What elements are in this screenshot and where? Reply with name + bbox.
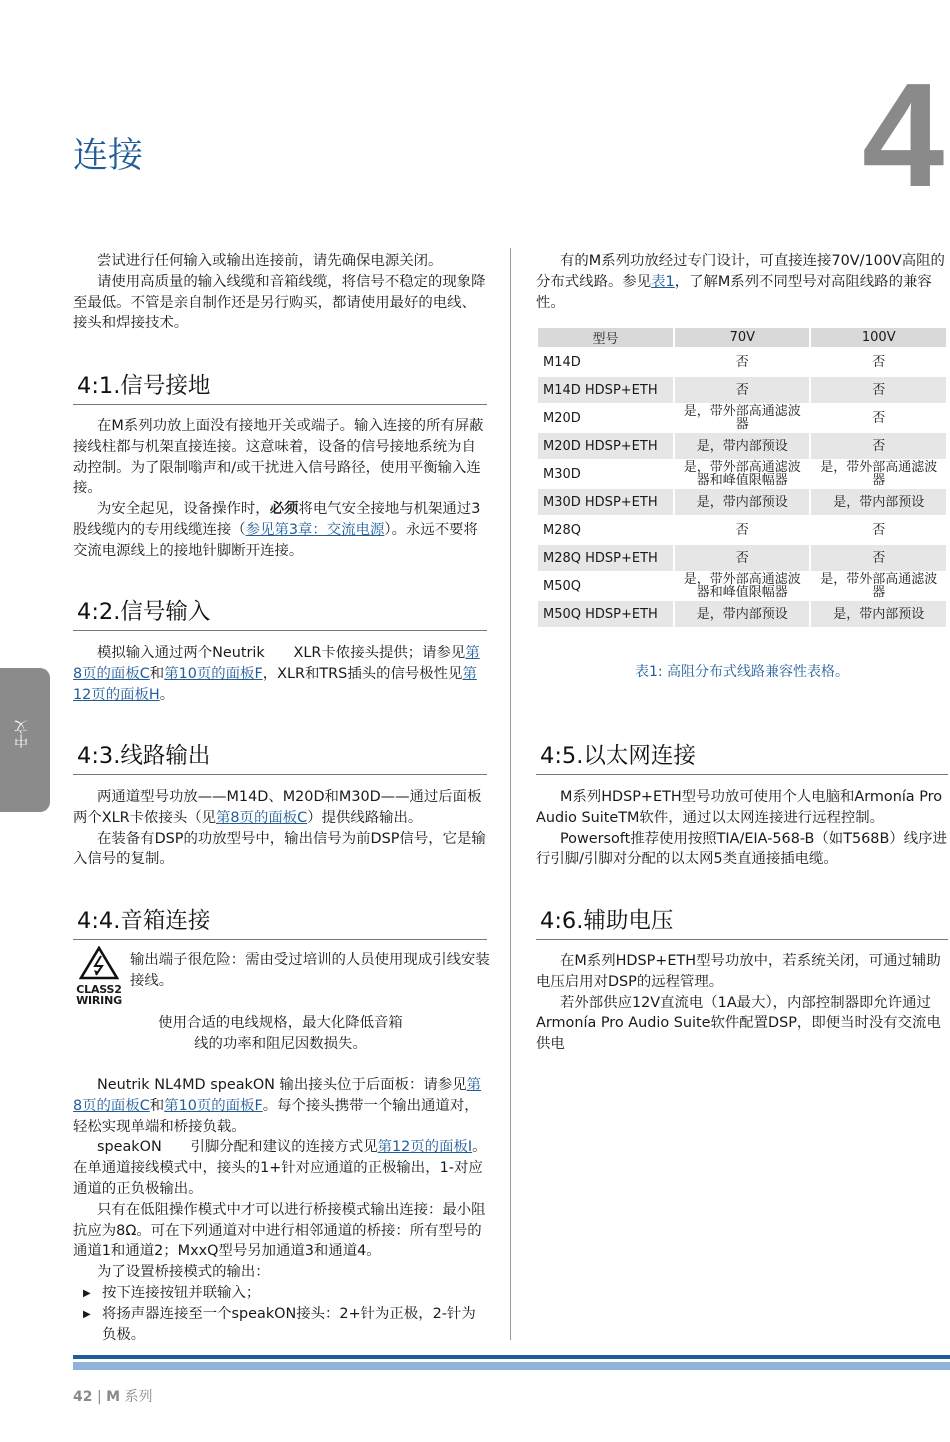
intro-block xyxy=(73,251,488,334)
table-cell: 是，带外部高通滤波器 xyxy=(683,404,801,432)
bold-emphasis: 必须 xyxy=(269,501,299,518)
section-4-2-paragraph-1 xyxy=(73,643,488,705)
link-page10-panel-f[interactable]: 第10页的面板F xyxy=(164,665,263,682)
text-span: speakON 引脚分配和建议的连接方式见 xyxy=(97,1139,378,1156)
page-number: 42 xyxy=(73,1389,93,1405)
warning-label-line-2: WIRING xyxy=(76,994,122,1007)
link-page8-panel-c[interactable]: 第8页的面板C xyxy=(73,645,480,682)
intro-paragraph-2: 请使用高质量的输入线缆和音箱线缆，将信号不稳定的现象降至最低。不管是亲自制作还是另行购买，都请使用最好的电线、接头和焊接技术。 xyxy=(73,273,486,332)
text-span: 和 xyxy=(149,1097,165,1114)
table-cell: 否 xyxy=(811,545,946,571)
table-cell: M30D xyxy=(543,466,581,482)
section-4-3-body xyxy=(73,787,488,870)
warning-text: 输出端子很危险：需由受过培训的人员使用现成引线安装接线。 xyxy=(130,952,490,989)
warning-label-line-1: CLASS2 xyxy=(76,983,122,996)
section-heading-4-2: 4:2.信号输入 xyxy=(73,594,487,631)
table-cell: M14D xyxy=(543,354,581,370)
link-chapter-3[interactable]: 参见第3章：交流电源 xyxy=(245,521,385,538)
compatibility-table xyxy=(536,326,948,629)
table-row xyxy=(538,377,946,403)
table-cell: 是，带内部预设 xyxy=(675,489,809,515)
table-cell: M20D HDSP+ETH xyxy=(538,433,673,459)
cable-note-line-1: 使用合适的电线规格，最大化降低音箱 xyxy=(158,1015,403,1031)
section-4-1-body xyxy=(73,416,488,562)
table-row xyxy=(538,405,946,431)
table-cell: 是，带内部预设 xyxy=(675,601,809,627)
section-heading-4-3: 4:3.线路输出 xyxy=(73,738,487,775)
table-cell: M30D HDSP+ETH xyxy=(538,489,673,515)
cable-note-line-2: 线的功率和阻尼因数损失。 xyxy=(194,1035,367,1052)
section-4-4-paragraph-1 xyxy=(73,1075,488,1137)
table-cell: 否 xyxy=(872,522,886,538)
section-4-3-paragraph-1 xyxy=(73,787,488,829)
language-tab[interactable] xyxy=(0,668,50,812)
section-heading-4-1: 4:1.信号接地 xyxy=(73,368,487,405)
text-span: 。在单通道接线模式中，接头的1+针对应通道的正极输出，1-对应通道的正负极输出。 xyxy=(73,1139,487,1197)
table-cell: 否 xyxy=(872,354,886,370)
table-cell: 否 xyxy=(735,522,749,538)
section-4-5-paragraph-2: Powersoft推荐使用按照TIA/EIA-568-B（如T568B）线序进行引脚/引脚对分配的以太网5类直通接插电缆。 xyxy=(536,830,947,868)
table-cell: 是，带内部预设 xyxy=(811,489,946,515)
table-cell: 是，带外部高通滤波器和峰值限幅器 xyxy=(683,460,801,488)
table-cell: 否 xyxy=(811,377,946,403)
table-cell: 是，带内部预设 xyxy=(811,601,946,627)
table-row xyxy=(538,489,946,515)
text-span: ，XLR和TRS插头的信号极性见 xyxy=(262,665,463,682)
table-cell: M20D xyxy=(543,410,581,426)
section-4-3-paragraph-2: 在装备有DSP的功放型号中，输出信号为前DSP信号，它是输入信号的复制。 xyxy=(73,830,486,868)
column-header-100v: 100V xyxy=(811,328,946,347)
section-4-4-paragraph-4: 为了设置桥接模式的输出： xyxy=(97,1264,270,1281)
section-4-5-body xyxy=(536,787,948,870)
footer-rule-light xyxy=(73,1362,950,1370)
section-4-1-paragraph-1: 在M系列功放上面没有接地开关或端子。输入连接的所有屏蔽接线柱都与机架直接连接。这意味着，设备的信号接地系统为自动控制。为了限制嗡声和/或干扰进入信号路径，使用平衡输入连接。 xyxy=(73,418,484,497)
bullet-item-2: ▶ 将扬声器连接至一个speakON接头：2+针为正极，2-针为负极。 xyxy=(73,1304,488,1346)
section-heading-4-5: 4:5.以太网连接 xyxy=(536,738,948,775)
section-4-6-paragraph-1: 在M系列HDSP+ETH型号功放中，若系统关闭，可通过辅助电压启用对DSP的远程管理。 xyxy=(536,953,941,990)
section-4-4-paragraph-3: 只有在低阻操作模式中才可以进行桥接模式输出连接：最小阻抗应为8Ω。可在下列通道对中进行相邻通道的桥接：所有型号的通道1和通道2；MxxQ型号另加通道3和通道4。 xyxy=(73,1201,486,1260)
text-span: ）提供线路输出。 xyxy=(307,809,423,826)
link-page10-panel-f[interactable]: 第10页的面板F xyxy=(164,1097,263,1114)
footer-separator: | xyxy=(96,1389,102,1405)
table-row xyxy=(538,461,946,487)
link-table-1[interactable]: 表1 xyxy=(651,273,675,290)
section-4-4-paragraph-2 xyxy=(73,1137,488,1199)
column-header-model: 型号 xyxy=(538,328,673,347)
table-row xyxy=(538,517,946,543)
text-span: 和 xyxy=(149,665,165,682)
link-page12-panel-i[interactable]: 第12页的面板I xyxy=(377,1139,473,1156)
text-span: 将电气安全接地与机架通过3股线缆内的专用线缆连接（ xyxy=(73,501,481,538)
table-cell: 否 xyxy=(872,410,886,426)
table-cell: M28Q xyxy=(543,522,581,538)
text-span: ，了解M系列不同型号对高阻线路的兼容性。 xyxy=(536,273,932,311)
table-cell: 否 xyxy=(735,354,749,370)
text-span: 。每个接头携带一个输出通道对，轻松实现单端和桥接负载。 xyxy=(73,1097,479,1135)
page-footer xyxy=(73,1386,153,1406)
text-span: 为安全起见，设备操作时， xyxy=(97,501,270,518)
text-span: 两通道型号功放——M14D、M20D和M30D——通过后面板两个XLR卡侬接头（见 xyxy=(73,789,482,826)
link-page12-panel-h[interactable]: 第12页的面板H xyxy=(73,665,477,703)
column-header-70v: 70V xyxy=(675,328,809,347)
table-cell: 是，带外部高通滤波器 xyxy=(820,460,938,488)
text-span: Neutrik NL4MD speakON 输出接头位于后面板：请参见 xyxy=(97,1077,467,1093)
right-intro xyxy=(536,251,948,313)
column-divider xyxy=(510,248,511,1340)
table-row xyxy=(538,349,946,375)
link-page8-panel-c[interactable]: 第8页的面板C xyxy=(216,809,308,826)
table-row xyxy=(538,601,946,627)
section-4-6-body xyxy=(536,951,948,1055)
text-span: 模拟输入通过两个Neutrik XLR卡侬接头提供；请参见 xyxy=(97,645,466,661)
section-heading-4-4: 4:4.音箱连接 xyxy=(73,903,487,940)
table-cell: M14D HDSP+ETH xyxy=(538,377,673,403)
table-cell: M50Q xyxy=(543,578,581,594)
chapter-number: 4 xyxy=(862,53,945,218)
intro-paragraph-1: 尝试进行任何输入或输出连接前，请先确保电源关闭。 xyxy=(97,253,443,269)
table-row xyxy=(538,545,946,571)
warning-symbol xyxy=(73,946,125,1006)
text-span: ）。永远不要将交流电源线上的接地针脚断开连接。 xyxy=(73,521,478,559)
section-4-1-paragraph-2 xyxy=(73,499,488,561)
text-span: 有的M系列功放经过专门设计，可直接连接70V/100V高阻的分布式线路。参见 xyxy=(536,253,945,290)
series-name-bold: M xyxy=(106,1389,121,1405)
electric-shock-warning-icon xyxy=(79,946,119,980)
section-4-5-paragraph-1: M系列HDSP+ETH型号功放可使用个人电脑和Armonía Pro Audio SuiteTM软件，通过以太网连接进行远程控制。 xyxy=(536,789,943,826)
table-row xyxy=(538,433,946,459)
chapter-title: 连接 xyxy=(73,136,144,176)
section-4-4-body xyxy=(73,1075,488,1345)
cable-note xyxy=(73,1013,488,1055)
table-caption: 表1: 高阻分布式线路兼容性表格。 xyxy=(634,664,850,680)
table-row xyxy=(538,573,946,599)
table-cell: 否 xyxy=(675,545,809,571)
table-cell: 是，带外部高通滤波器 xyxy=(820,572,938,600)
table-cell: 是，带内部预设 xyxy=(675,433,809,459)
table-cell: M50Q HDSP+ETH xyxy=(538,601,673,627)
table-cell: M28Q HDSP+ETH xyxy=(538,545,673,571)
right-intro-paragraph xyxy=(536,251,948,313)
series-name: 系列 xyxy=(124,1389,153,1405)
footer-rule-dark xyxy=(73,1355,950,1359)
table-header-row xyxy=(538,328,946,347)
section-4-2-body xyxy=(73,643,488,705)
table-cell: 否 xyxy=(811,433,946,459)
text-span: 。 xyxy=(159,686,175,703)
language-tab-label: 中文 xyxy=(14,720,30,748)
table-cell: 否 xyxy=(675,377,809,403)
section-4-6-paragraph-2: 若外部供应12V直流电（1A最大），内部控制器即允许通过Armonía Pro Audio Suite软件配置DSP，即便当时没有交流电供电 xyxy=(536,994,941,1053)
table-cell: 是，带外部高通滤波器和峰值限幅器 xyxy=(683,572,801,600)
section-heading-4-6: 4:6.辅助电压 xyxy=(536,903,948,940)
bullet-item-1: ▶ 按下连接按钮并联输入； xyxy=(73,1283,488,1304)
link-page8-panel-c[interactable]: 第8页的面板C xyxy=(73,1077,482,1114)
